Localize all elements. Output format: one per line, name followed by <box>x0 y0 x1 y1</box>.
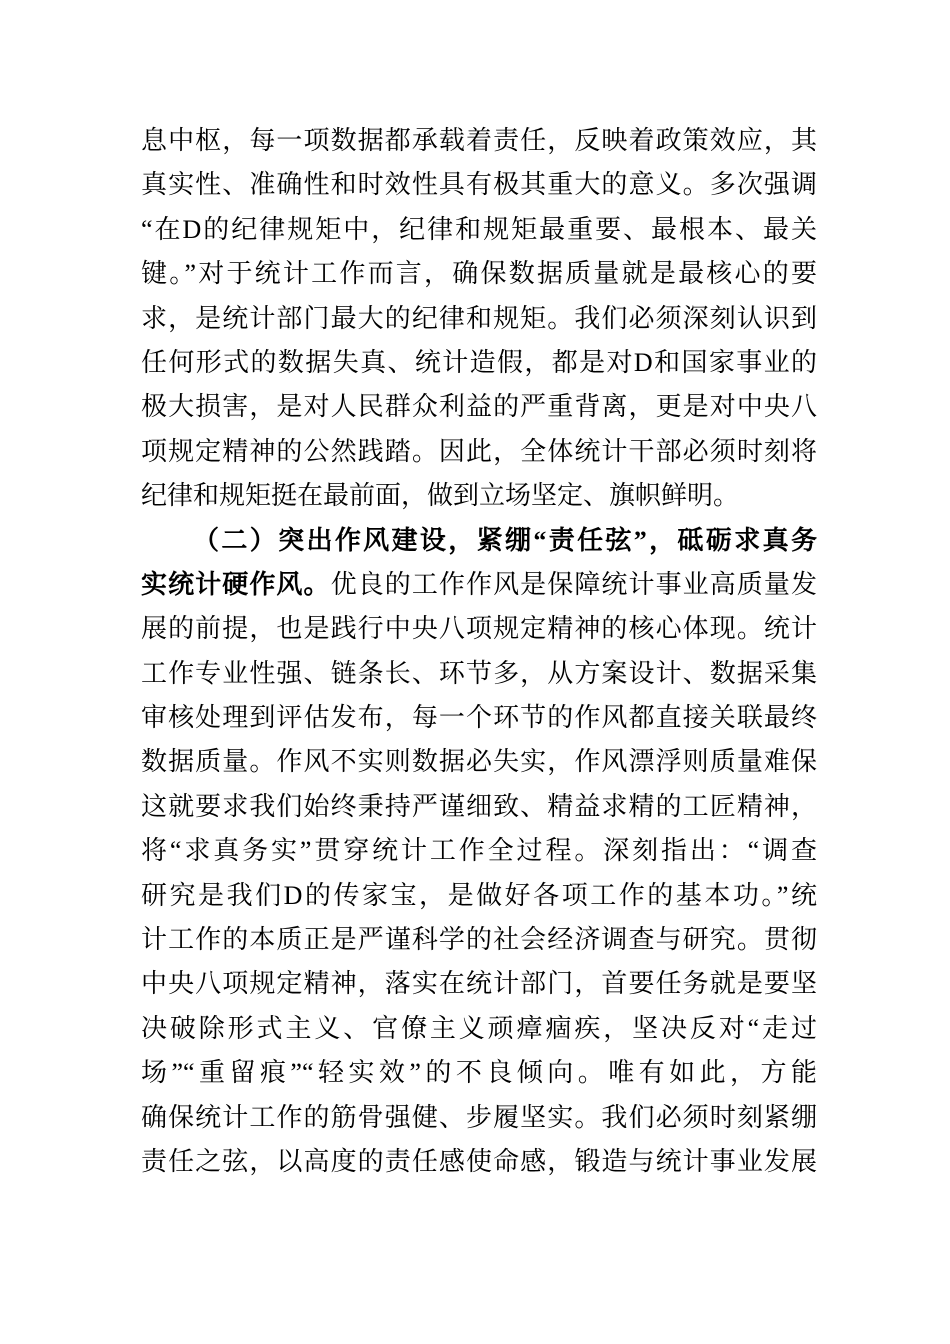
text-line-01 <box>141 119 817 163</box>
text-line-08 <box>141 430 817 474</box>
text-run: 求，是统计部门最大的纪律和规矩。我们必须深刻认识到 <box>141 303 817 333</box>
text-line-03 <box>141 208 817 252</box>
text-line-13 <box>141 652 817 696</box>
text-line-09-paragraph-end <box>141 474 817 518</box>
text-line-02 <box>141 163 817 207</box>
text-run: 这就要求我们始终秉持严谨细致、精益求精的工匠精神， <box>141 791 817 821</box>
text-run: 项规定精神的公然践踏。因此，全体统计干部必须时刻将 <box>141 436 817 466</box>
text-run: 场”“重留痕”“轻实效”的不良倾向。唯有如此，方能 <box>141 1058 817 1088</box>
text-line-15 <box>141 740 817 784</box>
text-line-16 <box>141 785 817 829</box>
text-run: 将“求真务实”贯穿统计工作全过程。深刻指出：“调查 <box>141 836 817 866</box>
text-run: 研究是我们D的传家宝，是做好各项工作的基本功。”统 <box>141 880 817 910</box>
text-line-17 <box>141 829 817 873</box>
text-line-18 <box>141 874 817 918</box>
text-line-20 <box>141 962 817 1006</box>
text-line-14 <box>141 696 817 740</box>
text-line-23 <box>141 1096 817 1140</box>
text-run: 极大损害，是对人民群众利益的严重背离，更是对中央八 <box>141 392 817 422</box>
text-line-22 <box>141 1051 817 1095</box>
text-line-21 <box>141 1007 817 1051</box>
text-line-11 <box>141 563 817 607</box>
text-run: 纪律和规矩挺在最前面，做到立场坚定、旗帜鲜明。 <box>141 481 740 511</box>
text-run: 责任之弦，以高度的责任感使命感，锻造与统计事业发展 <box>141 1146 817 1176</box>
text-run: 确保统计工作的筋骨强健、步履坚实。我们必须时刻紧绷 <box>141 1102 817 1132</box>
text-run: 工作专业性强、链条长、环节多，从方案设计、数据采集 <box>141 658 817 688</box>
text-line-06 <box>141 341 817 385</box>
bold-text-run: 实统计硬作风。 <box>141 569 331 599</box>
text-line-05 <box>141 297 817 341</box>
text-line-04 <box>141 252 817 296</box>
text-run: 真实性、准确性和时效性具有极其重大的意义。多次强调 <box>141 170 817 200</box>
text-run: 决破除形式主义、官僚主义顽瘴痼疾，坚决反对“走过 <box>141 1013 817 1043</box>
text-line-12 <box>141 607 817 651</box>
text-run: 数据质量。作风不实则数据必失实，作风漂浮则质量难保 <box>141 747 817 777</box>
text-run: 计工作的本质正是严谨科学的社会经济调查与研究。贯彻 <box>141 925 817 955</box>
bold-text-run: （二）突出作风建设，紧绷“责任弦”，砥砺求真务 <box>193 525 817 555</box>
text-run: 展的前提，也是践行中央八项规定精神的核心体现。统计 <box>141 614 817 644</box>
text-run: 息中枢，每一项数据都承载着责任，反映着政策效应，其 <box>141 126 817 155</box>
text-line-24 <box>141 1140 817 1184</box>
text-run: 键。”对于统计工作而言，确保数据质量就是最核心的要 <box>141 259 817 289</box>
text-run: 审核处理到评估发布，每一个环节的作风都直接关联最终 <box>141 703 817 733</box>
text-line-10-section-heading <box>141 519 817 563</box>
text-line-19 <box>141 918 817 962</box>
text-run: 优良的工作作风是保障统计事业高质量发 <box>330 569 817 599</box>
text-line-07 <box>141 385 817 429</box>
text-run: 中央八项规定精神，落实在统计部门，首要任务就是要坚 <box>141 969 817 999</box>
text-run: “在D的纪律规矩中，纪律和规矩最重要、最根本、最关 <box>141 214 817 244</box>
text-run: 任何形式的数据失真、统计造假，都是对D和国家事业的 <box>141 347 817 377</box>
document-body-text <box>141 119 817 1184</box>
